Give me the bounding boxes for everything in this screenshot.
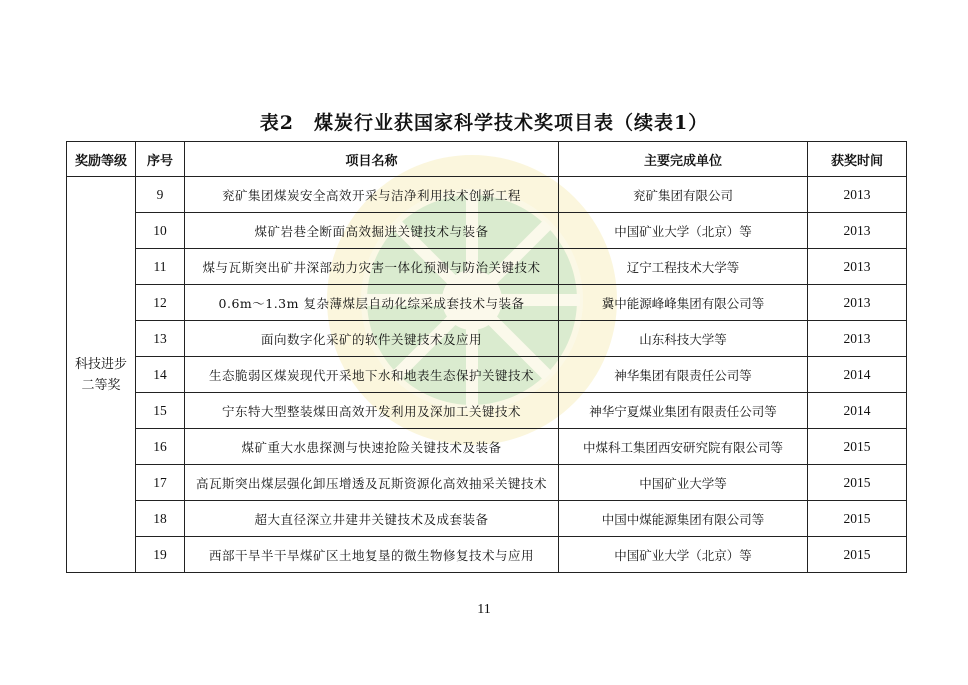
header-main-units: 主要完成单位 (559, 142, 808, 177)
award-year: 2013 (808, 321, 907, 357)
table-row (67, 357, 907, 393)
project-name: 高瓦斯突出煤层强化卸压增透及瓦斯资源化高效抽采关键技术 (185, 465, 559, 501)
award-grade-cell (67, 177, 136, 573)
project-name: 煤与瓦斯突出矿井深部动力灾害一体化预测与防治关键技术 (185, 249, 559, 285)
award-year: 2015 (808, 465, 907, 501)
completion-unit: 中国中煤能源集团有限公司等 (559, 501, 808, 537)
header-project-name: 项目名称 (185, 142, 559, 177)
table-row (67, 177, 907, 213)
table-row (67, 321, 907, 357)
row-number: 18 (136, 501, 185, 537)
row-number: 9 (136, 177, 185, 213)
completion-unit: 中国矿业大学（北京）等 (559, 537, 808, 573)
project-name: 0.6m～1.3m 复杂薄煤层自动化综采成套技术与装备 (185, 285, 559, 321)
project-name: 宁东特大型整装煤田高效开发利用及深加工关键技术 (185, 393, 559, 429)
header-serial-number: 序号 (136, 142, 185, 177)
row-number: 15 (136, 393, 185, 429)
award-year: 2013 (808, 213, 907, 249)
completion-unit: 神华宁夏煤业集团有限责任公司等 (559, 393, 808, 429)
table-header-row (67, 142, 907, 177)
project-name: 煤矿重大水患探测与快速抢险关键技术及装备 (185, 429, 559, 465)
project-name: 西部干旱半干旱煤矿区土地复垦的微生物修复技术与应用 (185, 537, 559, 573)
completion-unit: 山东科技大学等 (559, 321, 808, 357)
table-row (67, 393, 907, 429)
page-number: 11 (477, 602, 491, 617)
project-name: 面向数字化采矿的软件关键技术及应用 (185, 321, 559, 357)
project-name: 兖矿集团煤炭安全高效开采与洁净利用技术创新工程 (185, 177, 559, 213)
table-row (67, 465, 907, 501)
awards-table (66, 141, 907, 573)
completion-unit: 神华集团有限责任公司等 (559, 357, 808, 393)
completion-unit: 中国矿业大学（北京）等 (559, 213, 808, 249)
completion-unit: 中煤科工集团西安研究院有限公司等 (559, 429, 808, 465)
award-grade-text: 科技进步 二等奖 (74, 356, 127, 393)
row-number: 17 (136, 465, 185, 501)
row-number: 16 (136, 429, 185, 465)
completion-unit: 辽宁工程技术大学等 (559, 249, 808, 285)
row-number: 19 (136, 537, 185, 573)
row-number: 13 (136, 321, 185, 357)
project-name: 超大直径深立井建井关键技术及成套装备 (185, 501, 559, 537)
award-year: 2015 (808, 537, 907, 573)
table-row (67, 249, 907, 285)
row-number: 14 (136, 357, 185, 393)
row-number: 12 (136, 285, 185, 321)
award-year: 2015 (808, 501, 907, 537)
table-row (67, 285, 907, 321)
completion-unit: 冀中能源峰峰集团有限公司等 (559, 285, 808, 321)
page-title: 表2 煤炭行业获国家科学技术奖项目表（续表1） (259, 112, 709, 134)
award-year: 2014 (808, 357, 907, 393)
award-year: 2013 (808, 249, 907, 285)
award-year: 2013 (808, 177, 907, 213)
table-row (67, 501, 907, 537)
completion-unit: 中国矿业大学等 (559, 465, 808, 501)
row-number: 10 (136, 213, 185, 249)
award-year: 2013 (808, 285, 907, 321)
table-row (67, 537, 907, 573)
row-number: 11 (136, 249, 185, 285)
award-year: 2015 (808, 429, 907, 465)
project-name: 煤矿岩巷全断面高效掘进关键技术与装备 (185, 213, 559, 249)
award-year: 2014 (808, 393, 907, 429)
project-name: 生态脆弱区煤炭现代开采地下水和地表生态保护关键技术 (185, 357, 559, 393)
table-row (67, 213, 907, 249)
header-award-grade: 奖励等级 (67, 142, 136, 177)
header-award-year: 获奖时间 (808, 142, 907, 177)
table-row (67, 429, 907, 465)
completion-unit: 兖矿集团有限公司 (559, 177, 808, 213)
